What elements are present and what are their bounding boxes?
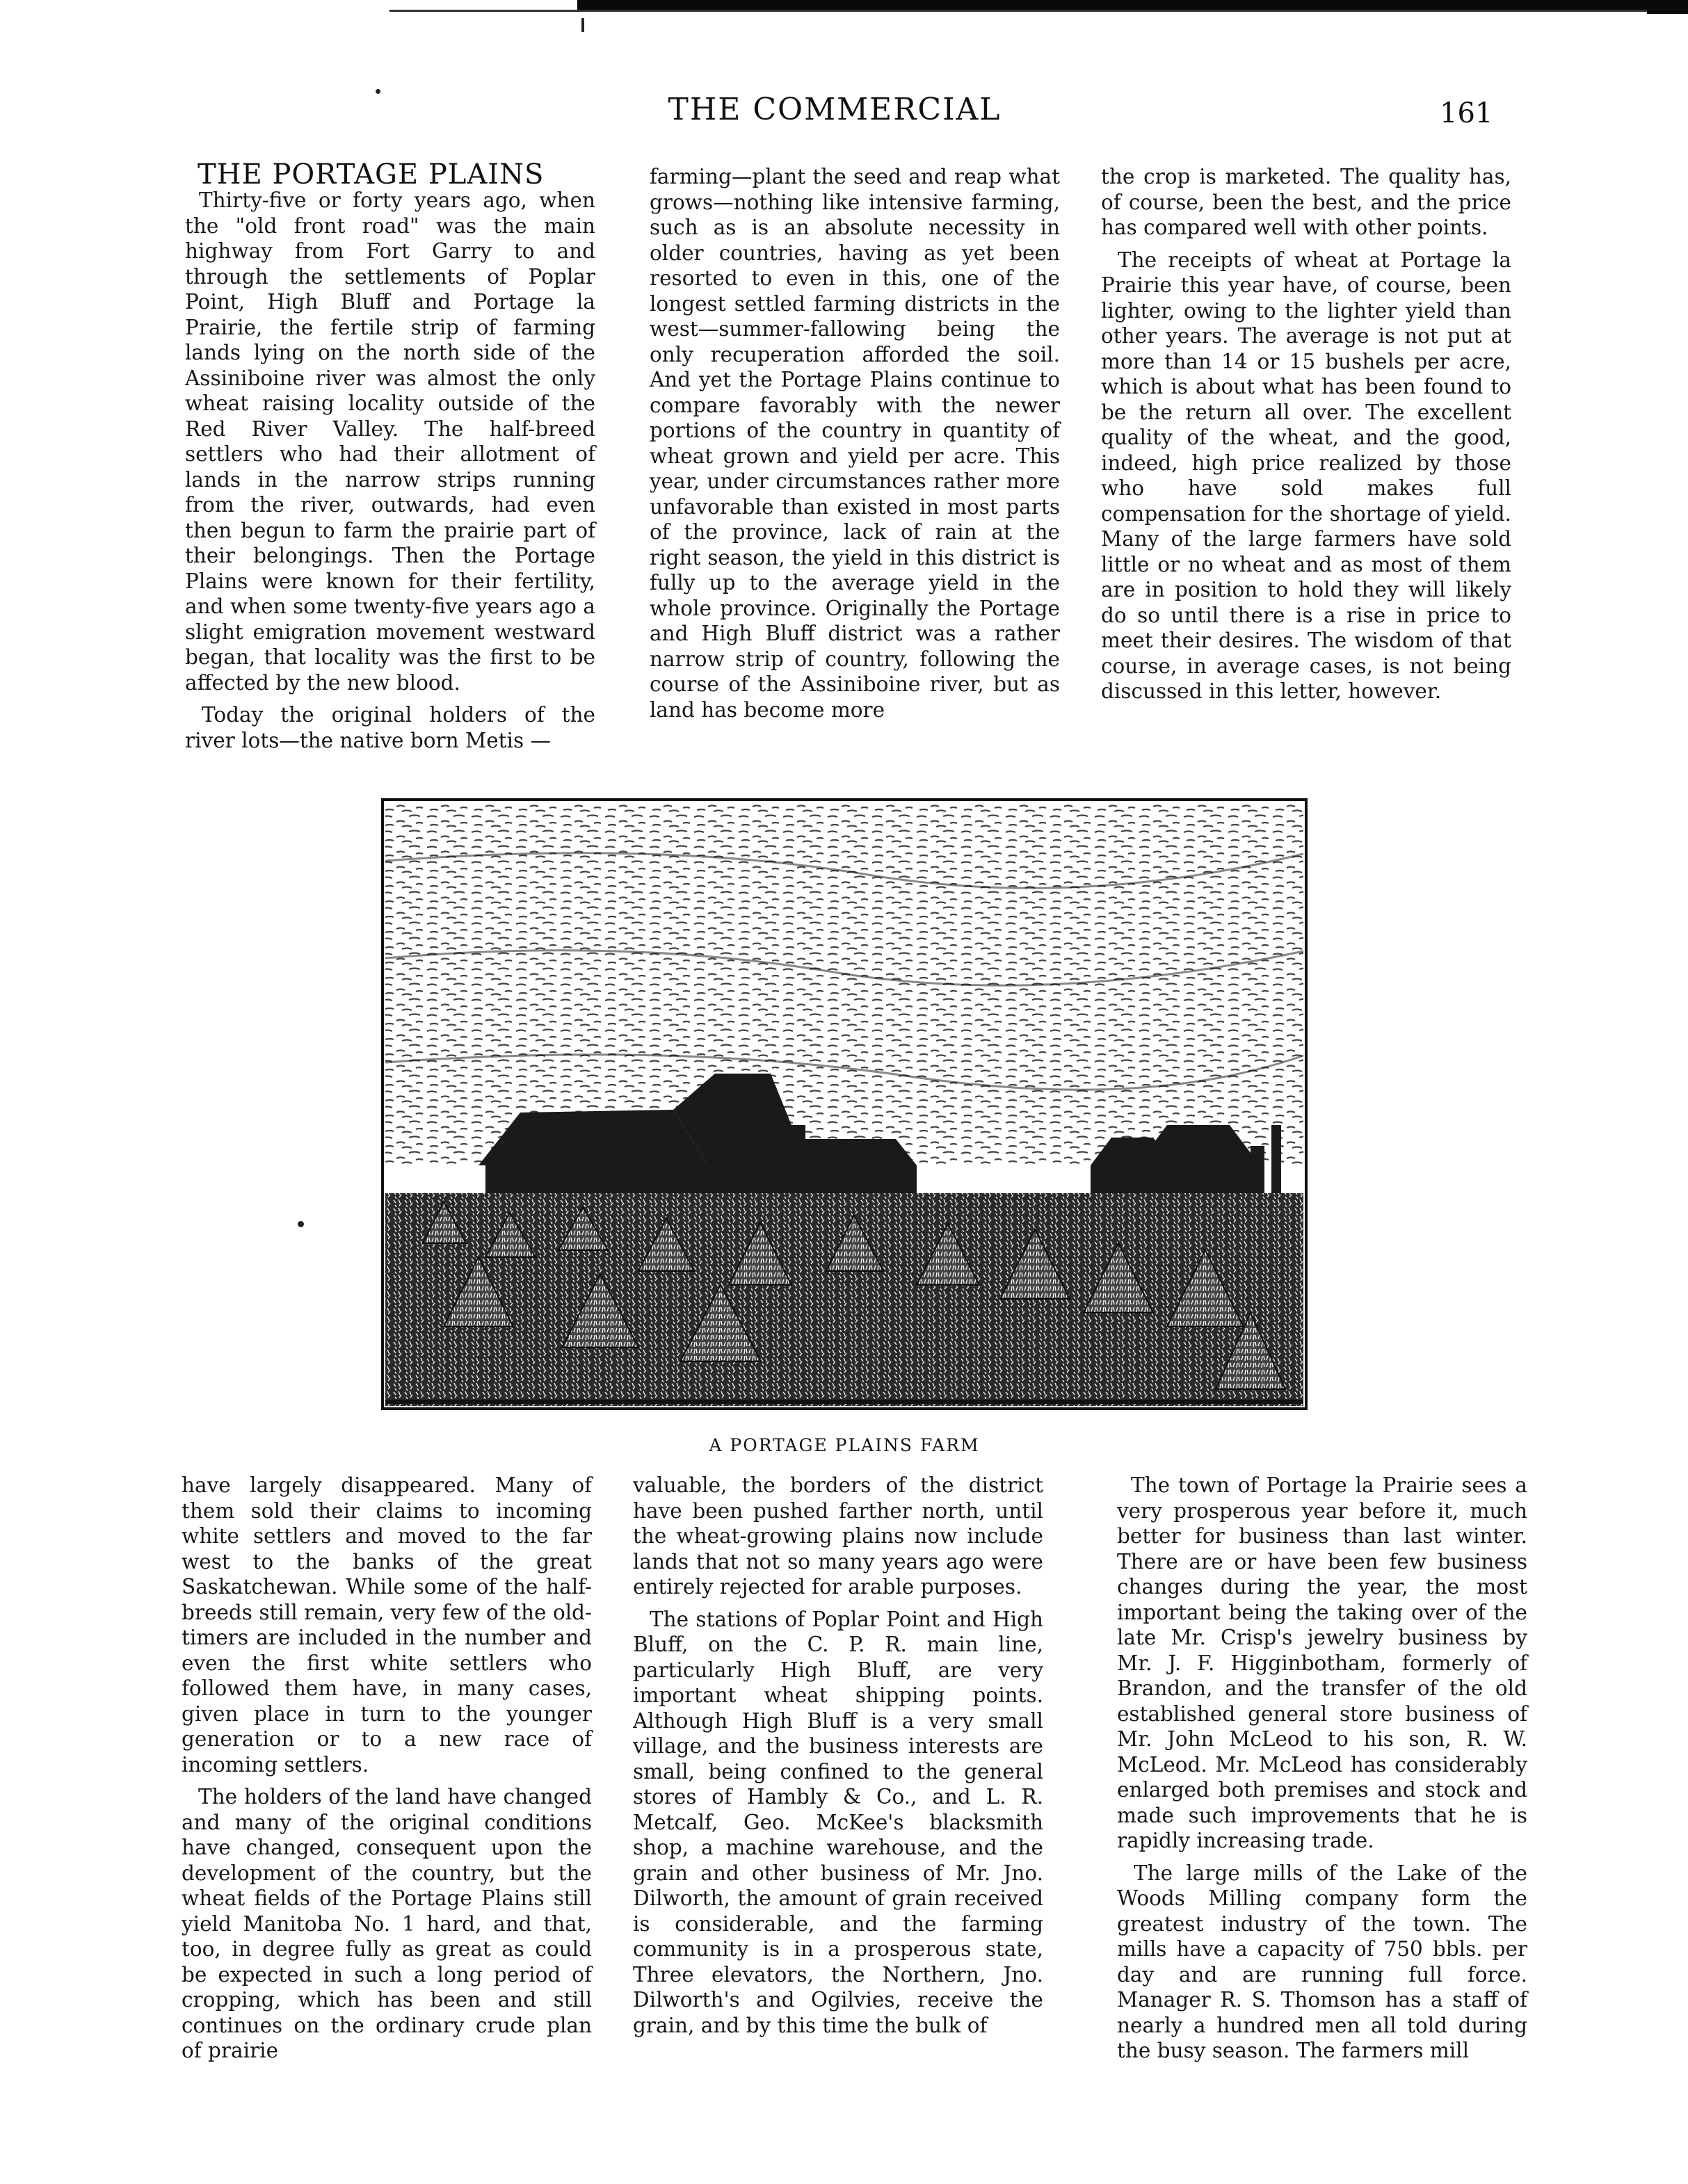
paragraph: have largely disappeared. Many of them sold their claims to incoming white settlers and moved to the far west to the banks of the great Saskatchewan. While some of the half-breeds still remain, very few of the old-timers are included in the number and even the first white settlers who followed them have, in many cases, given place in turn to the younger generation or to a new race of incoming settlers. xyxy=(182,1473,592,1777)
column-1-bottom xyxy=(182,1473,592,2071)
paragraph: The holders of the land have changed and many of the original conditions have changed, consequent upon the development of the country, but the wheat fields of the Portage Plains still yield Manitoba No. 1 hard, and that, too, in degree fully as great as could be expected in such a long period of cropping, which has been and still continues on the ordinary crude plan of prairie xyxy=(182,1785,592,2062)
corner-mark xyxy=(1647,0,1688,14)
column-2-top xyxy=(650,164,1060,729)
column-3-bottom xyxy=(1117,1473,1527,2071)
farm-engraving xyxy=(381,798,1308,1410)
column-3-top xyxy=(1101,164,1511,711)
paragraph: valuable, the borders of the district have been pushed farther north, until the wheat-growing plains now include lands that not so many years ago were entirely rejected for arable purposes. xyxy=(633,1473,1043,1599)
top-rule-thin xyxy=(389,10,1655,12)
column-2-bottom xyxy=(633,1473,1043,2045)
page-top-border xyxy=(0,0,1688,14)
paragraph: Today the original holders of the river lots—the native born Metis — xyxy=(185,703,595,752)
top-rule-thick xyxy=(577,0,1648,10)
paragraph: The stations of Poplar Point and High Bluff, on the C. P. R. main line, particularly High Bluff, are very important wheat shipping points. Although High Bluff is a very small village, and the business interests are small, being confined to the general stores of Hambly & Co., and L. R. Metcalf, Geo. McKee's blacksmith shop, a machine warehouse, and the grain and other business of Mr. Jno. Dilworth, the amount of grain received is considerable, and the farming community is in a prosperous state, Three elevators, the Northern, Jno. Dilworth's and Ogilvies, receive the grain, and by this time the bulk of xyxy=(633,1607,1043,2037)
farm-illustration xyxy=(381,798,1308,1410)
article-title: THE PORTAGE PLAINS xyxy=(198,159,545,191)
scan-speck xyxy=(581,18,584,32)
running-title: THE COMMERCIAL xyxy=(668,92,1002,127)
scan-speck xyxy=(298,1221,304,1227)
paragraph: farming—plant the seed and reap what grows—nothing like intensive farming, such as is an absolute necessity in older countries, having as yet been resorted to even in this, one of the longest settled farming districts in the west—summer-fallowing being the only recuperation afforded the soil. And yet the Portage Plains continue to compare favorably with the newer portions of the country in quantity of wheat grown and yield per acre. This year, under circumstances rather more unfavorable than existed in most parts of the province, lack of rain at the right season, the yield in this district is fully up to the average yield in the whole province. Originally the Portage and High Bluff district was a rather narrow strip of country, following the course of the Assiniboine river, but as land has become more xyxy=(650,165,1060,722)
scan-speck xyxy=(376,89,380,94)
figure-caption: A PORTAGE PLAINS FARM xyxy=(709,1435,980,1455)
page-number: 161 xyxy=(1440,97,1493,129)
paragraph: The town of Portage la Prairie sees a very prosperous year before it, much better for business than last winter. There are or have been few business changes during the year, the most important being the taking over of the late Mr. Crisp's jewelry business by Mr. J. F. Higginbotham, formerly of Brandon, and the transfer of the old established general store business of Mr. John McLeod to his son, R. W. McLeod. Mr. McLeod has considerably enlarged both premises and stock and made such improvements that he is rapidly increasing trade. xyxy=(1117,1473,1527,1852)
paragraph: Thirty-five or forty years ago, when the "old front road" was the main highway from Fort Garry to and through the settlements of Poplar Point, High Bluff and Portage la Prairie, the fertile strip of farming lands lying on the north side of the Assiniboine river was almost the only wheat raising locality outside of the Red River Valley. The half-breed settlers who had their allotment of lands in the narrow strips running from the river, outwards, had even then begun to farm the prairie part of their belongings. Then the Portage Plains were known for their fertility, and when some twenty-five years ago a slight emigration movement westward began, that locality was the first to be affected by the new blood. xyxy=(185,188,595,695)
paragraph: the crop is marketed. The quality has, of course, been the best, and the price has compared well with other points. xyxy=(1101,165,1511,239)
paragraph: The receipts of wheat at Portage la Prairie this year have, of course, been lighter, owing to the lighter yield than other years. The average is not put at more than 14 or 15 bushels per acre, which is about what has been found to be the return all over. The excellent quality of the wheat, and the good, indeed, high price realized by those who have sold makes full compensation for the shortage of yield. Many of the large farmers have sold little or no wheat and as most of them are in position to hold they will likely do so until there is a rise in price to meet their desires. The wisdom of that course, in average cases, is not being discussed in this letter, however. xyxy=(1101,248,1511,703)
column-1-top xyxy=(185,188,595,760)
paragraph: The large mills of the Lake of the Woods Milling company form the greatest industry of the town. The mills have a capacity of 750 bbls. per day and are running full force. Manager R. S. Thomson has a staff of nearly a hundred men all told during the busy season. The farmers mill xyxy=(1117,1861,1527,2062)
